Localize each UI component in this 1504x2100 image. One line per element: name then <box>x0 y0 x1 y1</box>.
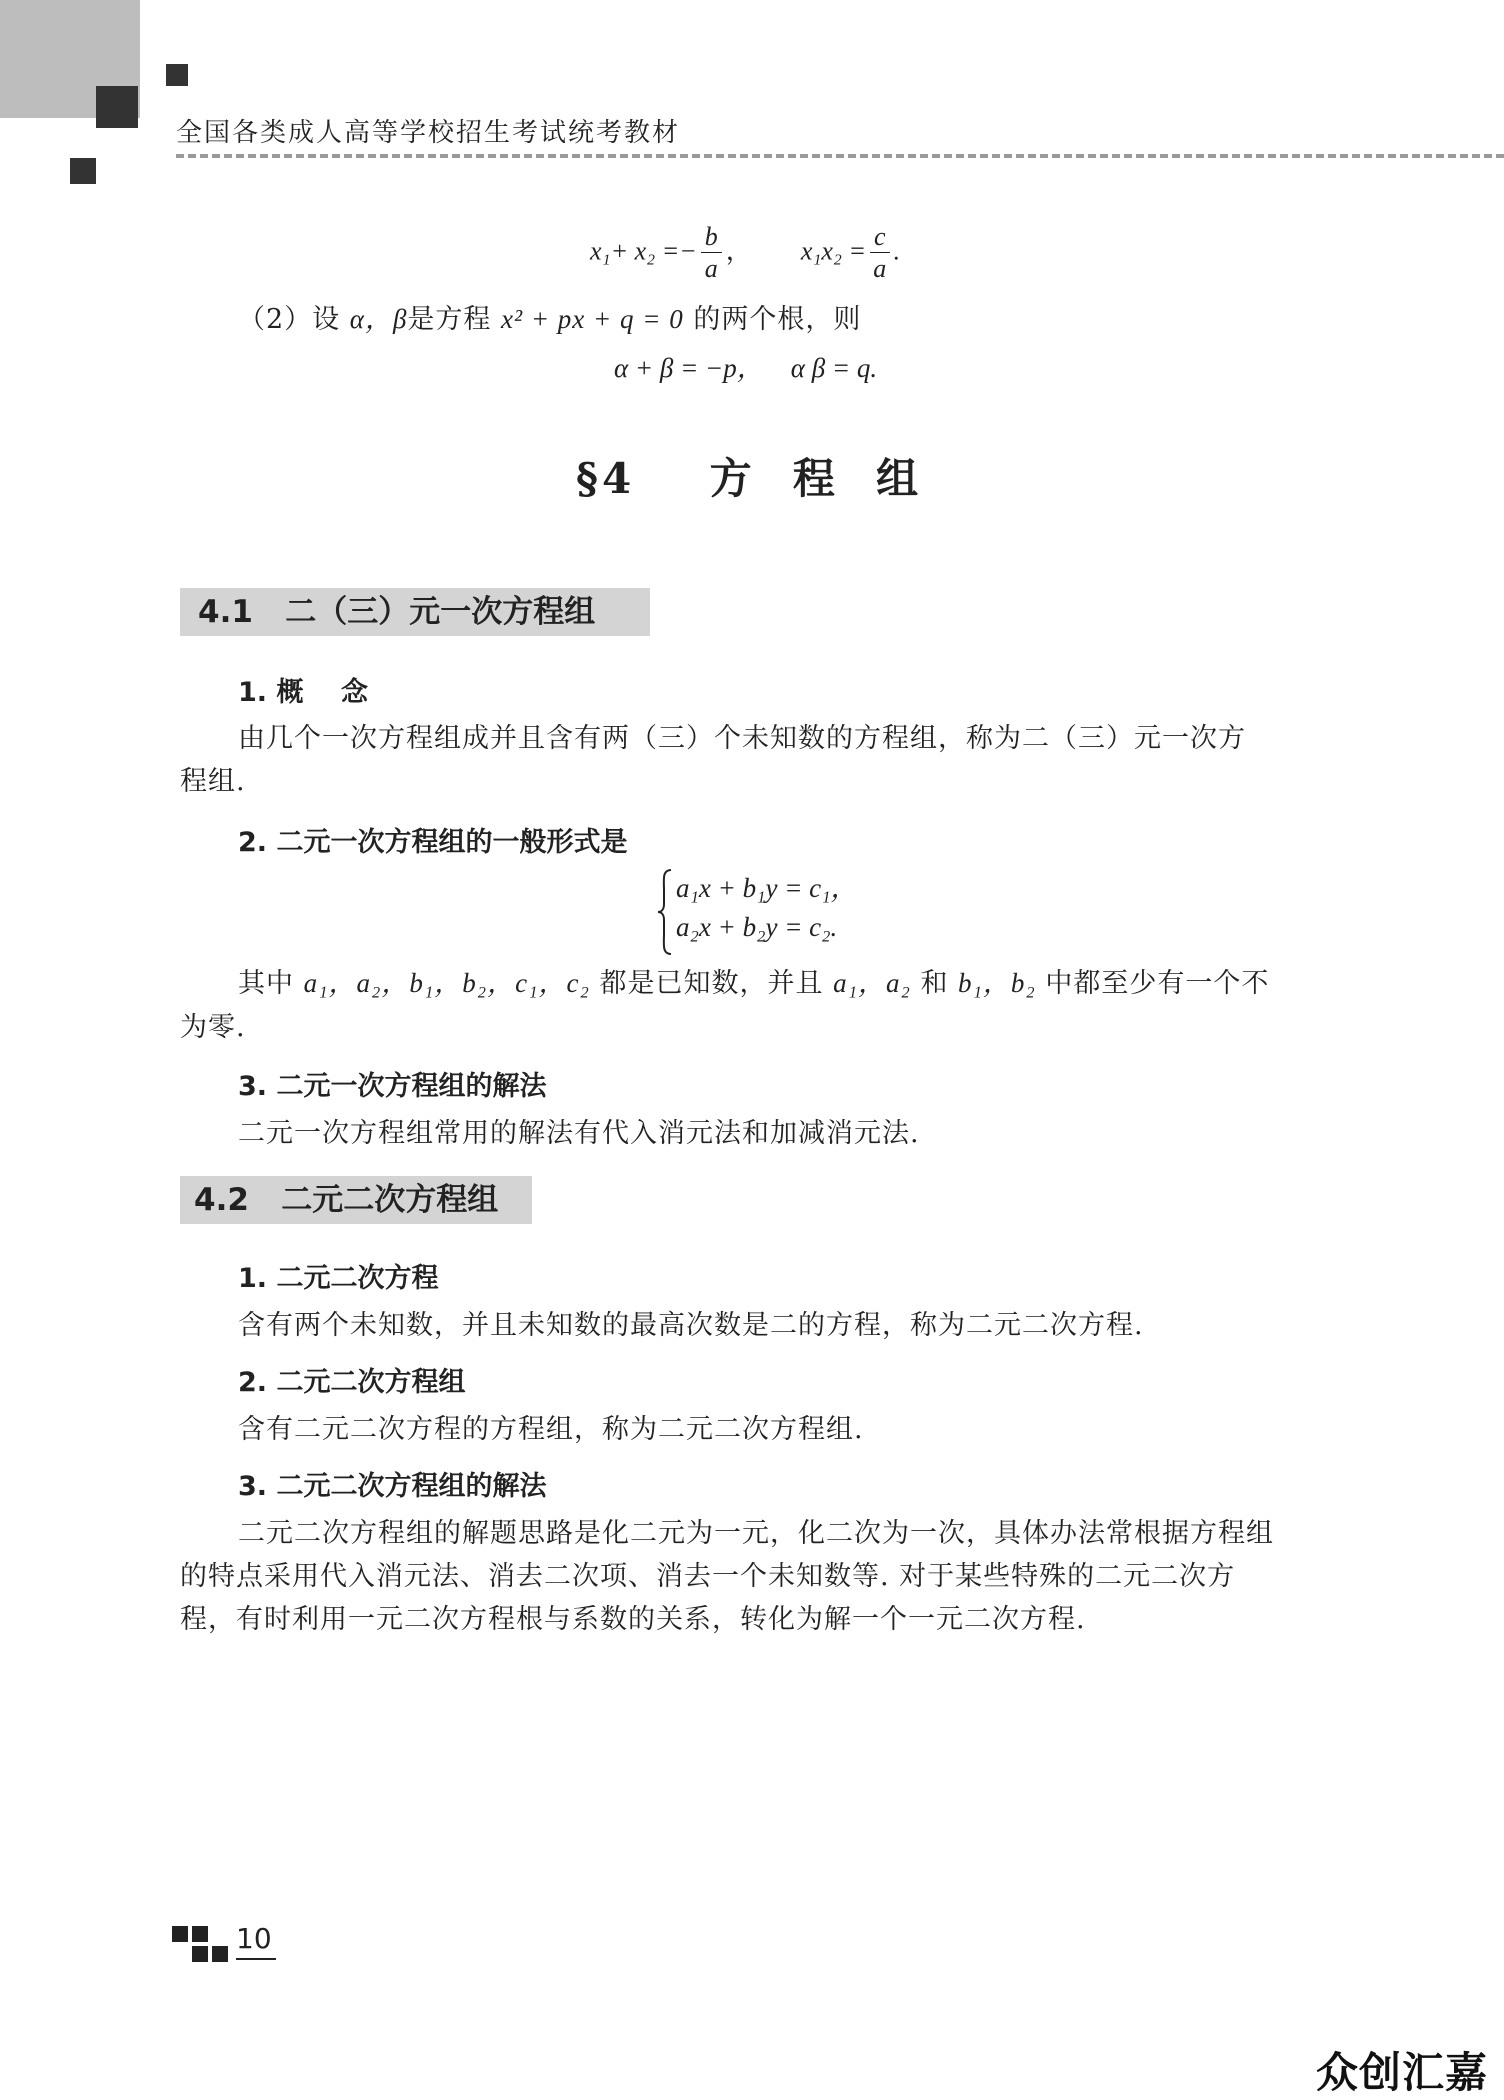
section-4-1-heading: 4.1 二（三）元一次方程组 <box>198 594 596 630</box>
footer-square <box>192 1946 208 1962</box>
header-dark-square <box>70 158 96 184</box>
fraction-denominator: a <box>704 254 718 283</box>
vieta-item-2 <box>238 298 861 341</box>
s42-item2-text: 含有二元二次方程的方程组，称为二元二次方程组. <box>238 1414 864 1445</box>
s42-item3-line1: 二元二次方程组的解题思路是化二元为一元，化二次为一次，具体办法常根据方程组 <box>238 1518 1274 1549</box>
s42-item3-line3: 程，有时利用一元二次方程根与系数的关系，转化为解一个一元二次方程. <box>180 1604 1086 1635</box>
formula-vieta-monic: α + β = −p， α β = q. <box>614 353 878 383</box>
where-vars-b: b₁，b₂ <box>958 968 1036 998</box>
where-mid: 都是已知数，并且 <box>599 968 824 999</box>
where-end: 中都至少有一个不 <box>1045 968 1270 999</box>
s41-where-line1 <box>238 962 1269 1005</box>
equation-system <box>656 866 876 958</box>
formula-product-lhs: x₁x₂ = <box>800 236 867 266</box>
header-title: 全国各类成人高等学校招生考试统考教材 <box>176 118 681 148</box>
page-number: 10 <box>236 1922 272 1955</box>
section-4-2-heading: 4.2 二元二次方程组 <box>194 1182 499 1218</box>
section-4-1-heading-box <box>180 588 650 636</box>
item2-suffix: 的两个根，则 <box>693 304 862 335</box>
where-vars-a: a₁，a₂ <box>833 968 911 998</box>
s41-item1-title: 1. 概 念 <box>238 677 369 708</box>
s41-item3-text: 二元一次方程组常用的解法有代入消元法和加减消元法. <box>238 1118 920 1149</box>
chapter-title: §4 方 程 组 <box>576 454 923 503</box>
s41-item2-title: 2. 二元一次方程组的一般形式是 <box>238 827 628 858</box>
formula-sum-lhs: x₁+ x₂ =− <box>590 236 697 266</box>
watermark: 众创汇嘉 <box>1316 2048 1489 2097</box>
s41-item1-text-line1: 由几个一次方程组成并且含有两（三）个未知数的方程组，称为二（三）元一次方 <box>238 723 1246 754</box>
formula-vieta-general: x₁+ x₂ =− $\frac{b}{a}$ ， x₁x₂ = $\frac{c}{a}$ . <box>590 222 901 283</box>
fraction-b-over-a <box>701 222 722 285</box>
s42-item1-title: 1. 二元二次方程 <box>238 1263 439 1294</box>
section-4-2-heading-box <box>180 1176 532 1224</box>
s42-item3-title: 3. 二元二次方程组的解法 <box>238 1471 547 1502</box>
fraction-denominator: a <box>873 254 887 283</box>
header-dark-square <box>166 64 188 86</box>
s42-item1-text: 含有两个未知数，并且未知数的最高次数是二的方程，称为二元二次方程. <box>238 1310 1144 1341</box>
formula-period: . <box>893 236 901 266</box>
system-line-2: a₂x + b₂y = c₂. <box>676 912 838 942</box>
s42-item2-title: 2. 二元二次方程组 <box>238 1367 466 1398</box>
header-decoration <box>0 0 140 140</box>
where-vars: a₁，a₂，b₁，b₂，c₁，c₂ <box>303 968 590 998</box>
item2-vars: α，β <box>349 304 408 334</box>
footer-rule <box>236 1958 276 1960</box>
footer-square <box>192 1926 208 1942</box>
where-prefix: 其中 <box>238 968 294 999</box>
left-brace-icon <box>656 868 674 956</box>
header-dark-square <box>96 86 138 128</box>
fraction-c-over-a <box>870 222 890 285</box>
s41-item1-text-line2: 程组. <box>180 766 246 797</box>
footer-square <box>212 1946 228 1962</box>
footer-square <box>172 1926 188 1942</box>
system-line-1: a₁x + b₁y = c₁， <box>676 873 858 903</box>
item2-mid: 是方程 <box>407 304 492 335</box>
footer-decoration <box>172 1926 234 1966</box>
s41-where-line2: 为零. <box>180 1012 246 1043</box>
fraction-numerator: b <box>701 222 722 253</box>
item2-prefix: （2）设 <box>238 304 341 335</box>
where-and: 和 <box>920 968 949 999</box>
fraction-numerator: c <box>870 222 890 253</box>
s42-item3-line2: 的特点采用代入消元法、消去二次项、消去一个未知数等. 对于某些特殊的二元二次方 <box>180 1561 1236 1592</box>
header-dashed-rule <box>176 154 1504 158</box>
item2-equation: x² + px + q = 0 <box>501 304 684 334</box>
s41-item3-title: 3. 二元一次方程组的解法 <box>238 1071 547 1102</box>
